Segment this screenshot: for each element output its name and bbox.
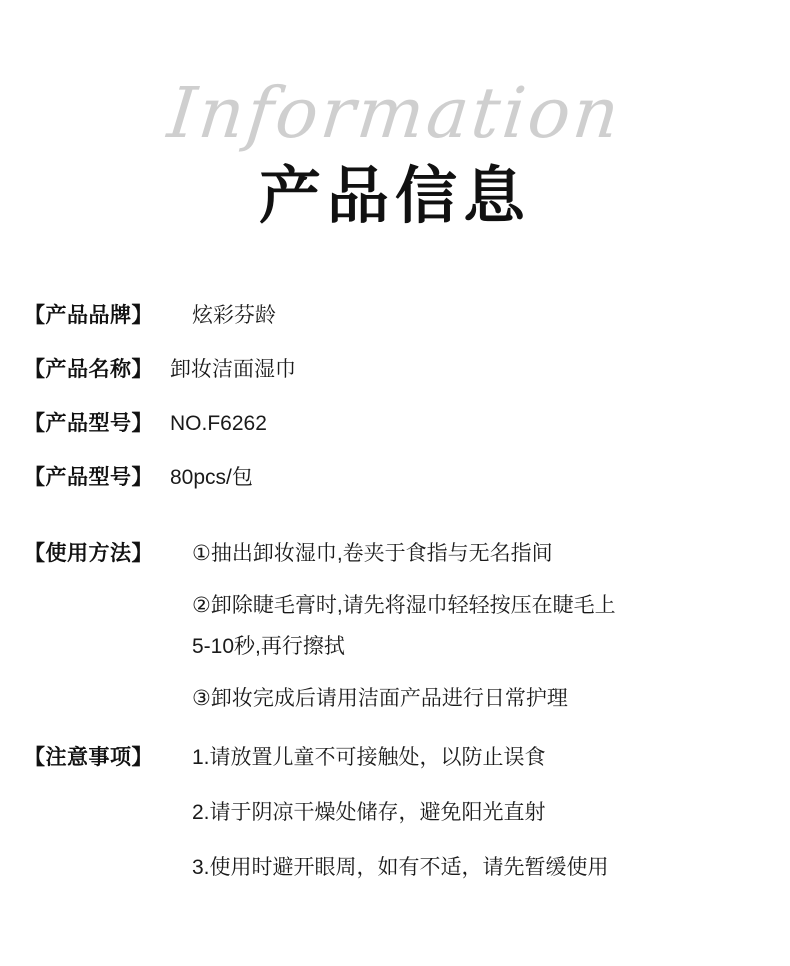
usage-line: ②卸除睫毛膏时,请先将湿巾轻轻按压在睫毛上 <box>192 594 616 617</box>
info-row-name <box>0 354 790 386</box>
info-label-model: 【产品型号】 <box>24 412 153 435</box>
info-label-name: 【产品名称】 <box>24 358 153 381</box>
info-label-notes: 【注意事项】 <box>24 746 153 769</box>
note-line: 2.请于阴凉干燥处储存，避免阳光直射 <box>192 801 546 824</box>
info-value-notes <box>170 742 790 883</box>
info-value-model: NO.F6262 <box>170 412 267 435</box>
info-value-quantity: 80pcs/包 <box>170 466 253 489</box>
info-block-usage <box>0 538 790 714</box>
info-label-quantity: 【产品型号】 <box>24 466 153 489</box>
info-label-usage: 【使用方法】 <box>24 542 153 565</box>
info-row-model <box>0 408 790 440</box>
info-row-brand <box>0 300 790 332</box>
info-value-brand: 炫彩芬龄 <box>192 304 276 327</box>
note-line: 1.请放置儿童不可接触处，以防止误食 <box>192 746 546 769</box>
decorative-script-title: Information <box>164 72 626 154</box>
page-header <box>0 0 790 260</box>
spacer-before-notes <box>0 714 790 742</box>
usage-line: ③卸妆完成后请用洁面产品进行日常护理 <box>192 687 568 710</box>
info-block-notes <box>0 742 790 883</box>
note-line: 3.使用时避开眼周，如有不适，请先暂缓使用 <box>192 856 609 879</box>
spacer-before-usage <box>0 516 790 538</box>
usage-line: 5-10秒,再行擦拭 <box>192 635 345 658</box>
info-value-name: 卸妆洁面湿巾 <box>170 358 296 381</box>
info-value-usage <box>170 538 790 714</box>
page-title: 产品信息 <box>258 162 531 231</box>
info-row-quantity <box>0 462 790 494</box>
usage-line: ①抽出卸妆湿巾,卷夹于食指与无名指间 <box>192 542 553 565</box>
product-info-section <box>0 300 790 883</box>
info-label-brand: 【产品品牌】 <box>24 304 153 327</box>
